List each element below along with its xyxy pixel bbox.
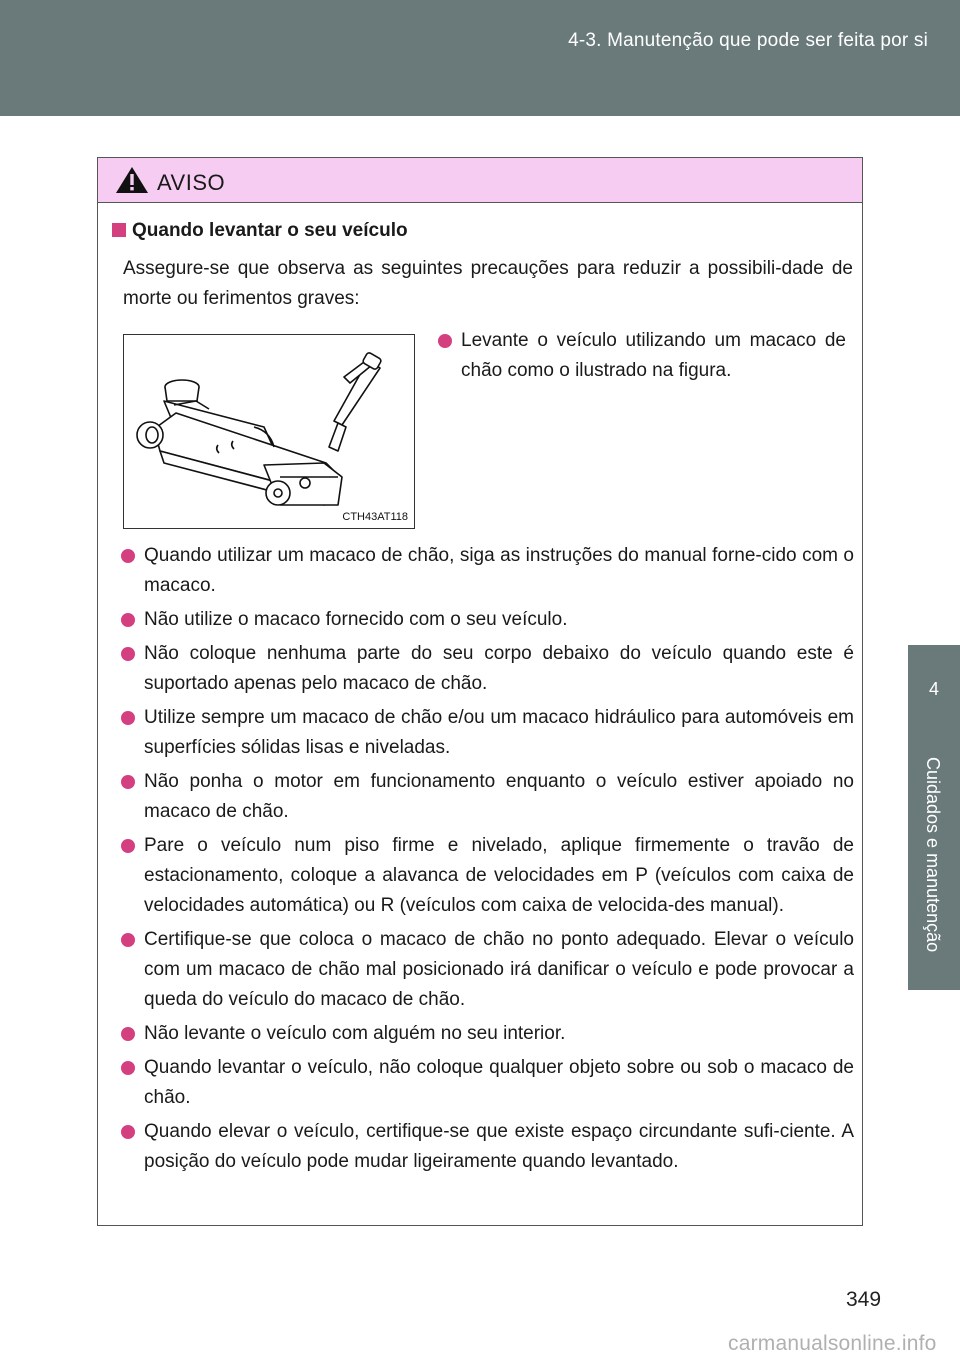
precautions-list [121,541,854,1181]
bullet-dot-icon [121,933,135,947]
side-tab-number: 4 [928,679,939,699]
warning-header [98,158,862,203]
list-item: Quando levantar o veículo, não coloque qualquer objeto sobre ou sob o macaco de chão. [121,1053,854,1113]
bullet-dot-icon [121,647,135,661]
warning-triangle-icon [115,166,149,199]
side-tab-label-box [908,745,960,990]
page-header [0,0,960,116]
section-heading [112,220,408,242]
bullet-dot-icon [121,1125,135,1139]
list-item: Não coloque nenhuma parte do seu corpo debaixo do veículo quando este é suportado apenas pelo macaco de chão. [121,639,854,699]
bullet-dot-icon [121,775,135,789]
square-bullet-icon [112,223,126,237]
list-item: Não levante o veículo com alguém no seu interior. [121,1019,854,1049]
section-heading-text: Quando levantar o seu veículo [132,220,408,241]
list-item: Quando utilizar um macaco de chão, siga as instruções do manual forne-cido com o macaco. [121,541,854,601]
chapter-title: 4-3. Manutenção que pode ser feita por si [568,30,928,51]
bullet-dot-icon [121,613,135,627]
list-item: Certifique-se que coloca o macaco de chão no ponto adequado. Elevar o veículo com um macaco de chão mal posicionado irá danificar o veículo e pode provocar a queda do veículo do macaco de chão. [121,925,854,1015]
list-item: Quando elevar o veículo, certifique-se que existe espaço circundante sufi-ciente. A posição do veículo pode mudar ligeiramente quando levantado. [121,1117,854,1177]
list-item: Utilize sempre um macaco de chão e/ou um macaco hidráulico para automóveis em superfícies sólidas lisas e niveladas. [121,703,854,763]
figure-code: CTH43AT118 [342,511,408,523]
watermark: carmanualsonline.info [728,1332,937,1355]
figure-bullet-list [438,326,846,390]
warning-title: AVISO [157,170,226,195]
list-item: Levante o veículo utilizando um macaco de chão como o ilustrado na figura. [438,326,846,386]
bullet-dot-icon [121,711,135,725]
list-item: Não utilize o macaco fornecido com o seu veículo. [121,605,854,635]
bullet-dot-icon [438,334,452,348]
floor-jack-illustration [124,335,414,528]
page-number: 349 [846,1288,882,1311]
bullet-dot-icon [121,1061,135,1075]
list-item: Não ponha o motor em funcionamento enquanto o veículo estiver apoiado no macaco de chão. [121,767,854,827]
warning-box [97,157,863,1226]
intro-paragraph: Assegure-se que observa as seguintes precauções para reduzir a possibili-dade de morte ou ferimentos graves: [123,258,853,309]
floor-jack-figure [123,334,415,529]
list-item: Pare o veículo num piso firme e nivelado, aplique firmemente o travão de estacionamento, coloque a alavanca de velocidades em P (veículos com caixa de velocidades automática) ou R (veículos com caixa de velocida-des manual). [121,831,854,921]
side-tab-label: Cuidados e manutenção [923,757,943,953]
bullet-dot-icon [121,839,135,853]
bullet-dot-icon [121,549,135,563]
side-tab-number-box [908,645,960,745]
bullet-dot-icon [121,1027,135,1041]
